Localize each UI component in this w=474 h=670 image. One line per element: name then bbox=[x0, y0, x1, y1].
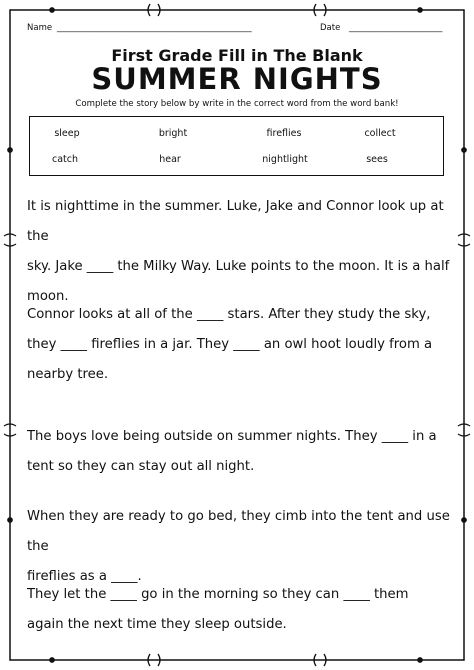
story-line: The boys love being outside on summer nights. They ____ in a bbox=[27, 429, 437, 444]
word-bank-word: sleep bbox=[54, 128, 80, 139]
date-label: Date bbox=[320, 23, 341, 33]
story-line: again the next time they sleep outside. bbox=[27, 617, 287, 632]
story-line: It is nighttime in the summer. Luke, Jake and Connor look up at the bbox=[27, 199, 444, 244]
story-paragraph-2 bbox=[27, 300, 452, 390]
story-line: moon. bbox=[27, 289, 69, 304]
date-field[interactable]: _______________________ bbox=[349, 23, 443, 33]
story-line: When they are ready to go bed, they cimb into the tent and use the bbox=[27, 509, 450, 554]
story-line: they ____ fireflies in a jar. They ____ an owl hoot loudly from a bbox=[27, 337, 433, 352]
word-bank-word: sees bbox=[366, 154, 388, 165]
worksheet-title: SUMMER NIGHTS bbox=[91, 62, 383, 96]
word-bank bbox=[29, 116, 444, 176]
word-bank-word: fireflies bbox=[266, 128, 302, 139]
story-line: tent so they can stay out all night. bbox=[27, 459, 255, 474]
name-field[interactable]: ________________________________________________ bbox=[57, 23, 252, 33]
name-label: Name bbox=[27, 23, 53, 33]
story-paragraph-5 bbox=[27, 580, 452, 640]
story-line: fireflies as a ____. bbox=[27, 569, 142, 584]
story-paragraph-1 bbox=[27, 192, 452, 312]
word-bank-word: bright bbox=[158, 128, 188, 139]
story-line: They let the ____ go in the morning so they can ____ them bbox=[27, 587, 409, 602]
story-line: nearby tree. bbox=[27, 367, 109, 382]
story-paragraph-4 bbox=[27, 502, 452, 592]
word-bank-word: collect bbox=[364, 128, 396, 139]
name-date-header bbox=[27, 20, 457, 36]
story-paragraph-3 bbox=[27, 422, 452, 482]
instructions: Complete the story below by write in the correct word from the word bank! bbox=[75, 99, 399, 109]
word-bank-word: nightlight bbox=[262, 154, 308, 165]
word-bank-word: catch bbox=[51, 154, 78, 165]
worksheet-subtitle: First Grade Fill in The Blank bbox=[111, 46, 363, 65]
story-line: sky. Jake ____ the Milky Way. Luke points to the moon. It is a half bbox=[27, 259, 450, 274]
word-bank-word: hear bbox=[159, 154, 181, 165]
story-line: Connor looks at all of the ____ stars. After they study the sky, bbox=[27, 307, 431, 322]
